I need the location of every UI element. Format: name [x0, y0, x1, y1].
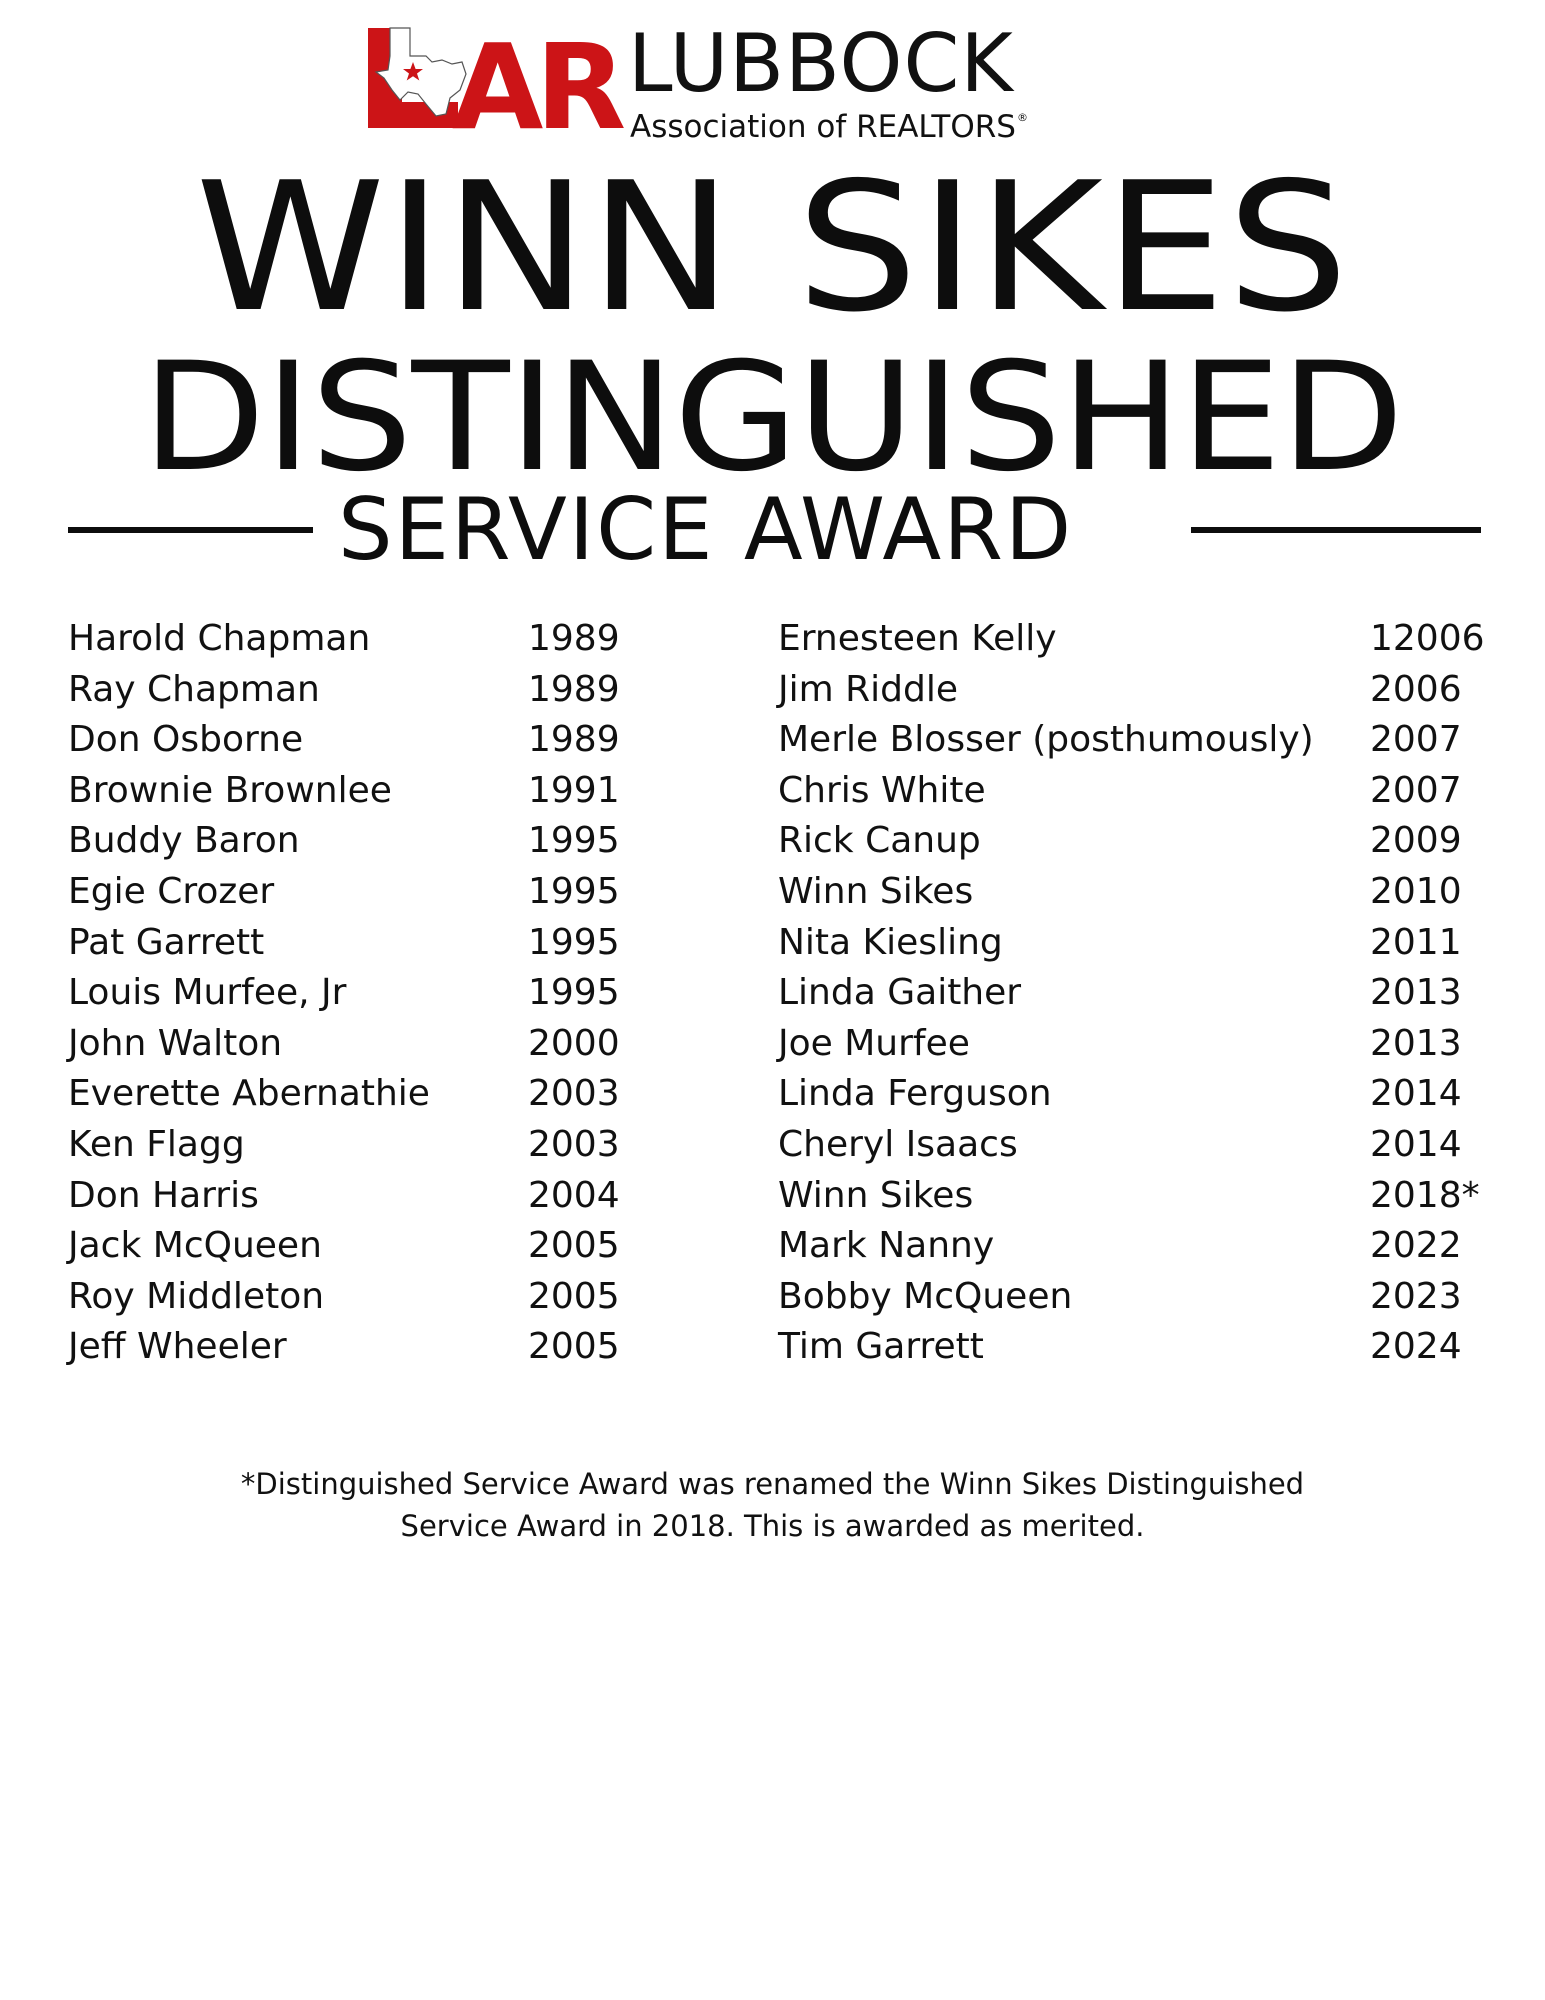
honoree-name: Mark Nanny	[778, 1225, 995, 1267]
honoree-name: Everette Abernathie	[68, 1073, 430, 1115]
honoree-year: 2009	[1370, 820, 1462, 862]
honoree-name: Buddy Baron	[68, 820, 300, 862]
honoree-name: Winn Sikes	[778, 870, 974, 912]
honoree-name: Jeff Wheeler	[68, 1326, 287, 1368]
honoree-year: 2014	[1370, 1123, 1462, 1165]
honoree-year: 2024	[1370, 1326, 1462, 1368]
honoree-year: 1989	[528, 719, 620, 761]
honoree-year: 2004	[528, 1174, 620, 1216]
logo-mark-text: AR	[452, 20, 619, 132]
honoree-year: 2013	[1370, 972, 1462, 1014]
honoree-year: 1989	[528, 668, 620, 710]
honoree-name: Ernesteen Kelly	[778, 618, 1057, 659]
honoree-name: Merle Blosser (posthumously)	[778, 719, 1314, 761]
honoree-year: 2005	[528, 1275, 620, 1317]
honoree-name: Brownie Brownlee	[68, 769, 392, 811]
title-line-2: DISTINGUISHED	[141, 331, 1404, 505]
honoree-name: Bobby McQueen	[778, 1275, 1073, 1317]
honoree-name: Egie Crozer	[68, 870, 275, 912]
divider-right	[1191, 527, 1481, 533]
honoree-name: Rick Canup	[778, 820, 981, 862]
honoree-year: 2007	[1370, 769, 1462, 811]
honoree-name: Winn Sikes	[778, 1174, 974, 1216]
honoree-name: Ken Flagg	[68, 1123, 245, 1165]
honoree-year: 1991	[528, 769, 620, 811]
honoree-year: 12006	[1370, 618, 1485, 659]
honoree-year: 2003	[528, 1123, 620, 1165]
honoree-year: 2007	[1370, 719, 1462, 761]
logo-tagline-text: Association of REALTORS	[630, 109, 1016, 145]
honoree-year: 1989	[528, 618, 620, 659]
logo-tagline	[630, 99, 1028, 146]
honoree-name: John Walton	[68, 1022, 283, 1064]
lar-logo-mark	[366, 20, 628, 132]
honoree-name: Don Osborne	[68, 719, 304, 761]
honoree-name: Jim Riddle	[778, 668, 958, 710]
honoree-year: 2000	[528, 1022, 620, 1064]
honoree-name: Pat Garrett	[68, 921, 265, 963]
honoree-year: 2014	[1370, 1073, 1462, 1115]
honoree-name: Harold Chapman	[68, 618, 371, 659]
honoree-year: 2018*	[1370, 1174, 1480, 1216]
honoree-name: Don Harris	[68, 1174, 259, 1216]
honoree-name: Cheryl Isaacs	[778, 1123, 1018, 1165]
honoree-year: 2013	[1370, 1022, 1462, 1064]
divider-left	[68, 527, 313, 533]
honoree-name: Roy Middleton	[68, 1275, 325, 1317]
honoree-year: 1995	[528, 921, 620, 963]
footnote	[0, 1463, 1545, 1547]
honoree-year: 1995	[528, 820, 620, 862]
title-line-3: SERVICE AWARD	[338, 480, 1074, 580]
title-line-1: WINN SIKES	[195, 144, 1350, 351]
honoree-year: 2005	[528, 1326, 620, 1368]
honoree-year: 2003	[528, 1073, 620, 1115]
honoree-name: Chris White	[778, 769, 986, 811]
honoree-year: 2011	[1370, 921, 1462, 963]
honoree-name: Joe Murfee	[778, 1022, 970, 1064]
honoree-year: 1995	[528, 972, 620, 1014]
subtitle-row	[68, 480, 1481, 580]
honoree-name: Tim Garrett	[778, 1326, 984, 1368]
honoree-year: 2023	[1370, 1275, 1462, 1317]
honoree-year: 2022	[1370, 1225, 1462, 1267]
honoree-year: 2010	[1370, 870, 1462, 912]
honoree-name: Linda Gaither	[778, 972, 1022, 1014]
honoree-name: Linda Ferguson	[778, 1073, 1052, 1115]
footnote-line-1: *Distinguished Service Award was renamed the Winn Sikes Distinguished	[240, 1467, 1305, 1501]
logo-name: LUBBOCK	[628, 17, 1014, 110]
honoree-name: Jack McQueen	[68, 1225, 322, 1267]
honoree-year: 1995	[528, 870, 620, 912]
honoree-name: Louis Murfee, Jr	[68, 972, 347, 1014]
registered-mark: ®	[1017, 111, 1028, 124]
footnote-line-2: Service Award in 2018. This is awarded as merited.	[400, 1509, 1145, 1543]
honoree-name: Nita Kiesling	[778, 921, 1003, 963]
lubbock-realtors-logo	[366, 17, 1096, 145]
honoree-year: 2006	[1370, 668, 1462, 710]
honoree-name: Ray Chapman	[68, 668, 320, 710]
honoree-year: 2005	[528, 1225, 620, 1267]
